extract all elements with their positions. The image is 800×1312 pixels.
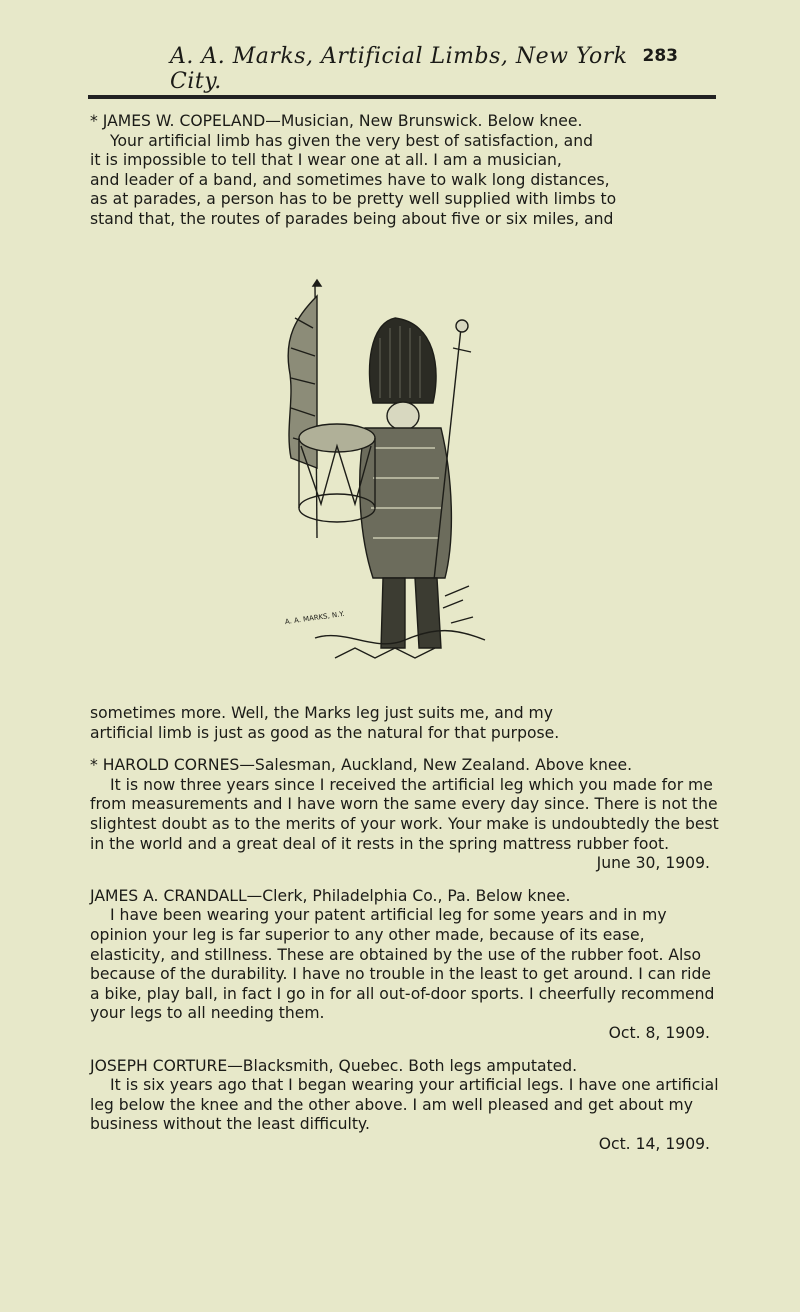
text-line: artificial limb is just as good as the natural for that purpose. — [90, 723, 560, 742]
entry-heading: JAMES A. CRANDALL—Clerk, Philadelphia Co., Pa. Below knee. — [90, 886, 571, 905]
text-line: stand that, the routes of parades being about five or six miles, and — [90, 209, 614, 228]
entry-date: Oct. 14, 1909. — [598, 1134, 710, 1153]
entry-heading: JOSEPH CORTURE—Blacksmith, Quebec. Both legs amputated. — [90, 1056, 578, 1075]
header-rule — [88, 95, 716, 99]
text-line: as at parades, a person has to be pretty well supplied with limbs to — [90, 190, 617, 209]
entry-date: Oct. 8, 1909. — [608, 1023, 710, 1042]
testimonial-body — [90, 704, 720, 1154]
entry-date: June 30, 1909. — [596, 854, 710, 873]
running-title: A. A. Marks, Artificial Limbs, New York City. — [170, 44, 628, 94]
entry-body: It is now three years since I received the artificial leg which you made for me from measurements and I have worn the same every day since. There is not the slightest doubt as to the merits of your work. Your make is undoubtedly the best in the world and a great deal of it rests in the spring mattress rubber foot. — [90, 775, 719, 853]
entry-body: It is six years ago that I began wearing your artificial legs. I have one artificial leg below the knee and the other above. I am well pleased and get about my business without the least difficulty. — [90, 1076, 719, 1134]
testimonial-copeland-top — [90, 112, 720, 230]
text-line: Your artificial limb has given the very best of satisfaction, and — [110, 131, 593, 150]
drummer-illustration — [255, 278, 495, 688]
drum-lettering: A. A. MARKS, N.Y. — [284, 609, 345, 627]
drummer-engraving — [255, 278, 495, 688]
entry-heading: * JAMES W. COPELAND—Musician, New Brunswick. Below knee. — [90, 112, 583, 130]
page-header — [170, 44, 678, 94]
entry-body: I have been wearing your patent artificial leg for some years and in my opinion your leg is far superior to any other made, because of its ease, elasticity, and stillness. These are obtained by the use of the rubber foot. Also because of the durability. I have no trouble in the least to get around. I can ride a bike, play ball, in fact I go in for all out-of-door sports. I cheerfully recommend your legs to all needing them. — [90, 906, 715, 1023]
text-line: it is impossible to tell that I wear one at all. I am a musician, — [90, 151, 562, 170]
page-number: 283 — [642, 46, 678, 66]
text-line: sometimes more. Well, the Marks leg just suits me, and my — [90, 704, 553, 722]
text-line: and leader of a band, and sometimes have to walk long distances, — [90, 170, 610, 189]
entry-heading: * HAROLD CORNES—Salesman, Auckland, New Zealand. Above knee. — [90, 756, 633, 775]
